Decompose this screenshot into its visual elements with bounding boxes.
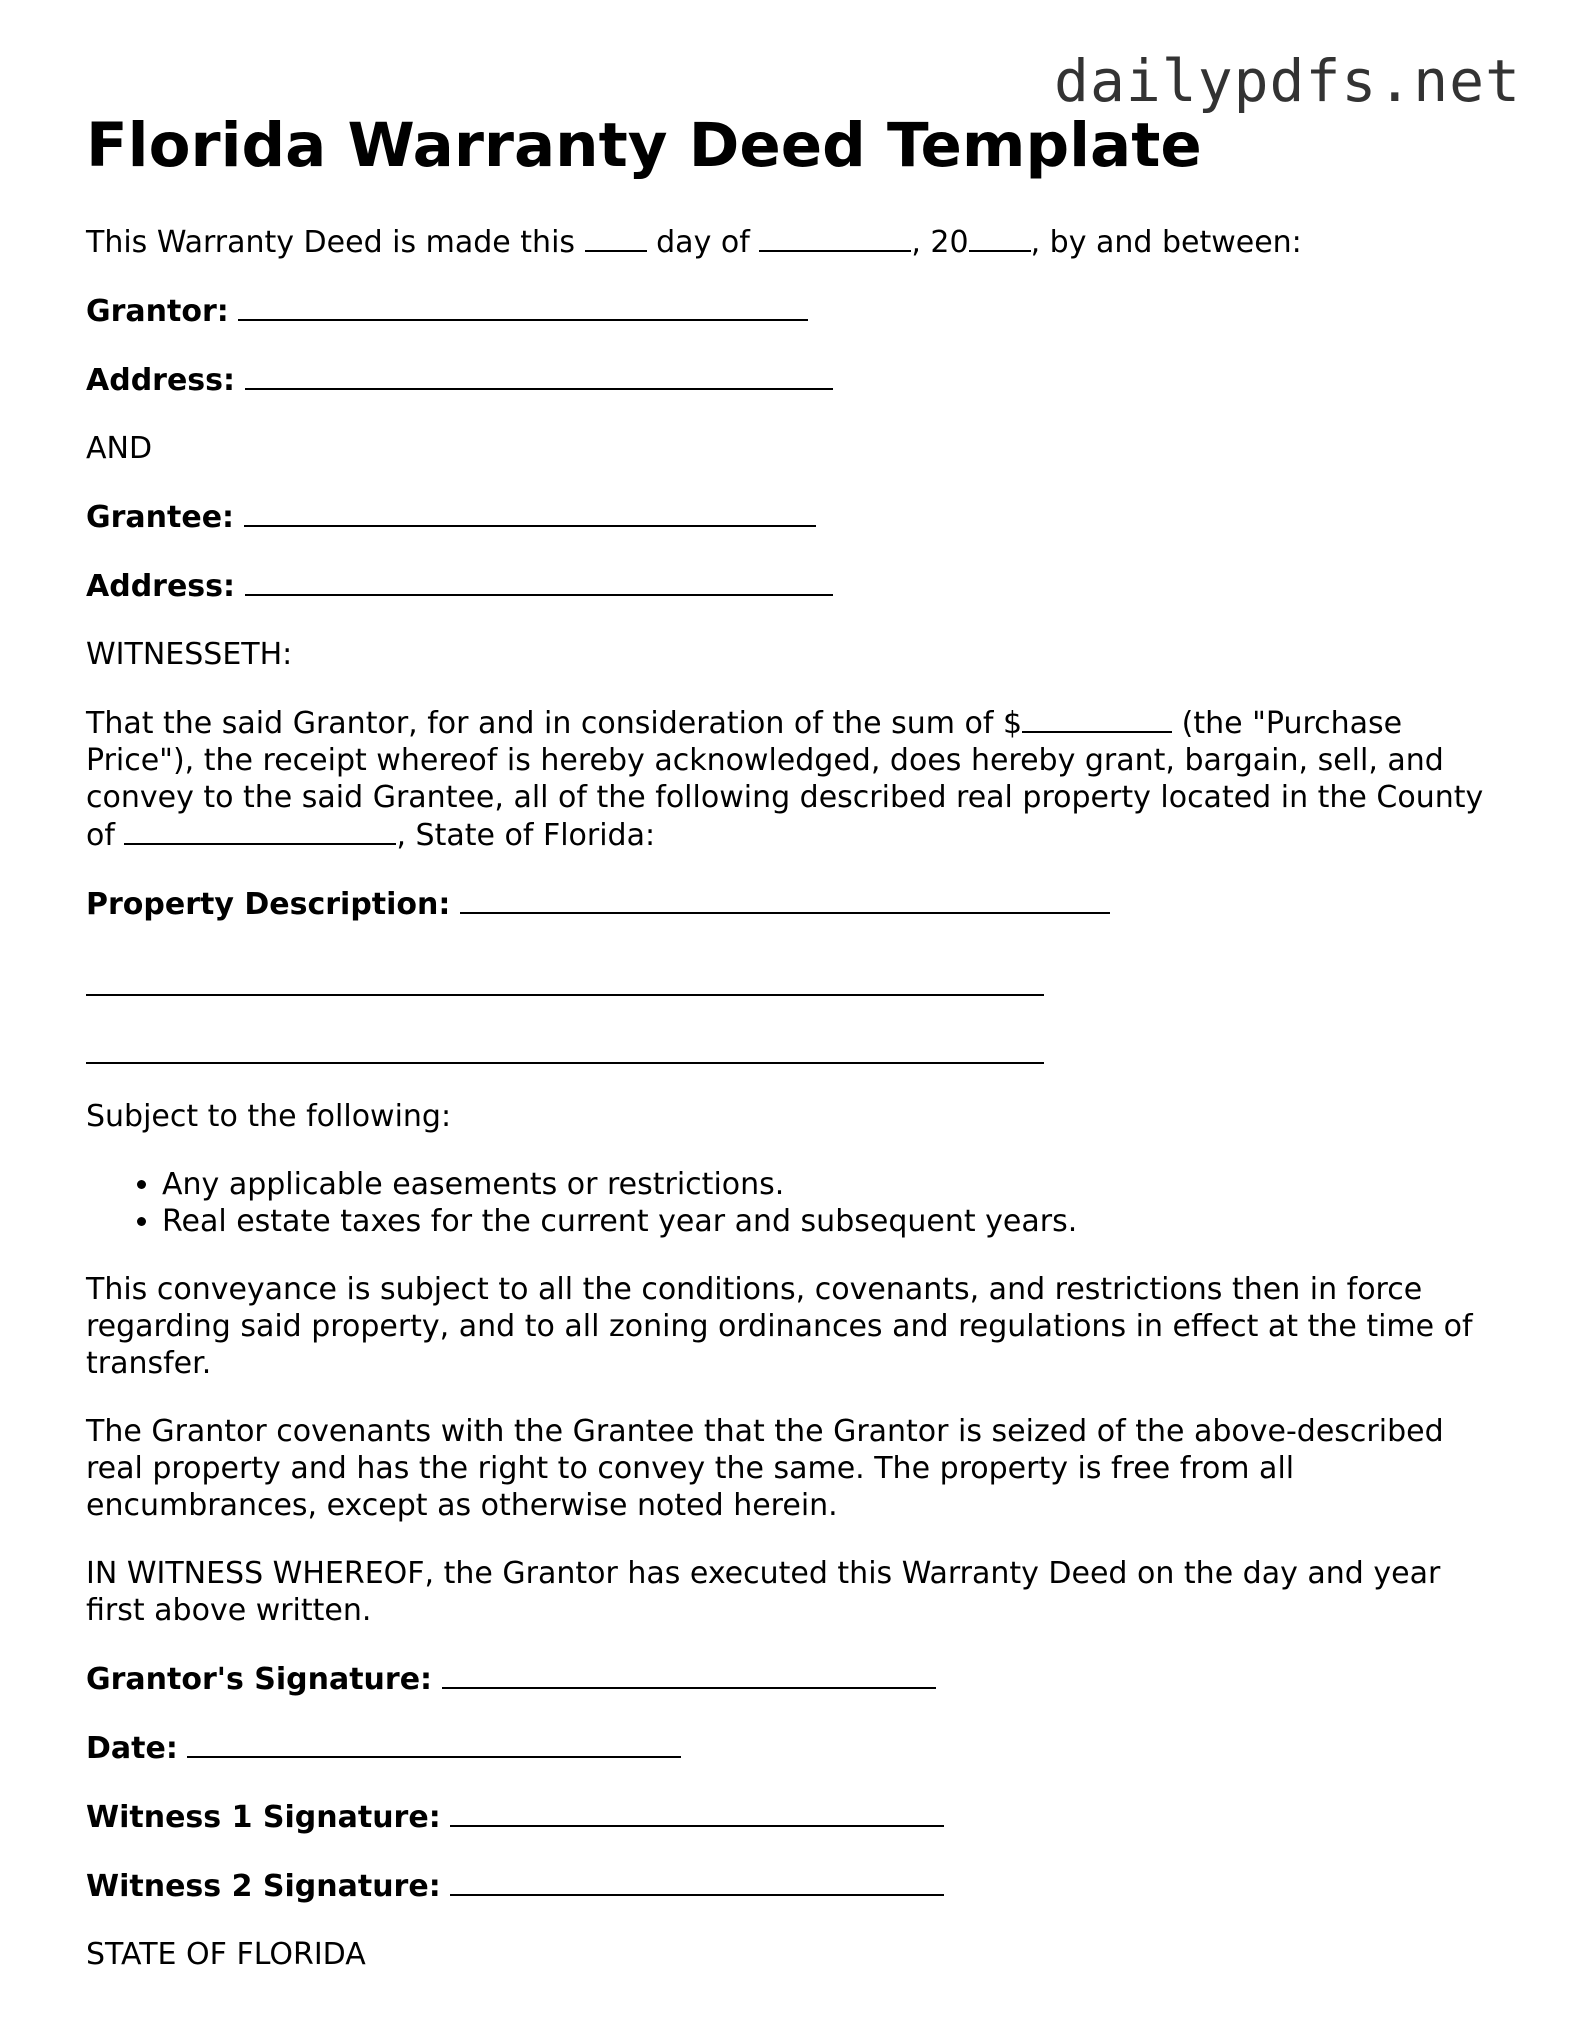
witnesseth-heading: WITNESSETH:	[86, 637, 293, 673]
witness2-signature-line	[86, 1867, 1506, 1905]
grantor-blank[interactable]	[238, 292, 808, 321]
grantee-address-label: Address:	[86, 569, 236, 605]
witness2-signature-label: Witness 2 Signature:	[86, 1869, 441, 1905]
grantee-line	[86, 498, 1506, 536]
date-blank[interactable]	[187, 1729, 681, 1758]
intro-text-2: day of	[656, 225, 750, 261]
property-description-line-3[interactable]	[86, 1062, 1044, 1064]
grantor-address-blank[interactable]	[245, 361, 833, 390]
property-description-blank[interactable]	[460, 885, 1110, 914]
and-text: AND	[86, 431, 153, 467]
grantor-signature-blank[interactable]	[442, 1660, 936, 1689]
month-blank[interactable]	[759, 223, 911, 252]
grantee-address-line	[86, 567, 1506, 605]
grantor-address-line	[86, 361, 1506, 399]
list-item: • Any applicable easements or restrictions.	[162, 1166, 1506, 1203]
witness2-signature-blank[interactable]	[450, 1867, 944, 1896]
covenant-paragraph: The Grantor covenants with the Grantee that the Grantor is seized of the above-described real property and has the right to convey the same. The property is free from all encumbrances, except as otherwise noted herein.	[86, 1414, 1444, 1524]
subject-to-heading: Subject to the following:	[86, 1099, 452, 1135]
date-label: Date:	[86, 1731, 178, 1767]
witness1-signature-label: Witness 1 Signature:	[86, 1800, 441, 1836]
grantor-address-label: Address:	[86, 363, 236, 399]
grantor-line	[86, 292, 1506, 330]
county-blank[interactable]	[124, 816, 396, 845]
subject-list	[86, 1166, 1506, 1240]
date-line	[86, 1729, 1506, 1767]
grantee-address-blank[interactable]	[245, 567, 833, 596]
grantee-blank[interactable]	[244, 498, 816, 527]
grantee-label: Grantee:	[86, 500, 235, 536]
grantor-signature-line	[86, 1660, 1506, 1698]
document-title: Florida Warranty Deed Template	[86, 110, 1202, 181]
list-item: • Real estate taxes for the current year and subsequent years.	[162, 1203, 1506, 1240]
consideration-text-3: , State of Florida:	[396, 818, 656, 854]
intro-line	[86, 223, 1506, 261]
intro-text-3: , 20	[911, 225, 969, 261]
state-heading: STATE OF FLORIDA	[86, 1937, 366, 1973]
watermark: dailypdfs.net	[1054, 47, 1521, 115]
property-description-label: Property Description:	[86, 887, 451, 923]
intro-text-1: This Warranty Deed is made this	[86, 225, 576, 261]
grantor-label: Grantor:	[86, 294, 229, 330]
consideration-paragraph	[86, 704, 1506, 854]
consideration-text-1: That the said Grantor, for and in consideration of the sum of $	[86, 706, 1023, 742]
year-blank[interactable]	[969, 223, 1031, 252]
day-blank[interactable]	[585, 223, 647, 252]
witness1-signature-blank[interactable]	[450, 1798, 944, 1827]
grantor-signature-label: Grantor's Signature:	[86, 1662, 433, 1698]
document-page	[86, 112, 1506, 1973]
intro-text-4: , by and between:	[1030, 225, 1302, 261]
consideration-text-2: (the "Purchase Price"), the receipt whereof is hereby acknowledged, does hereby grant, bargain, sell, and convey to the said Grantee, all of the following described real property located in the County of	[86, 706, 1484, 854]
purchase-price-blank[interactable]	[1022, 704, 1172, 733]
conveyance-paragraph: This conveyance is subject to all the conditions, covenants, and restrictions then in force regarding said property, and to all zoning ordinances and regulations in effect at the time of transfer.	[86, 1272, 1473, 1382]
witness-whereof-paragraph: IN WITNESS WHEREOF, the Grantor has executed this Warranty Deed on the day and year first above written.	[86, 1556, 1441, 1629]
witness1-signature-line	[86, 1798, 1506, 1836]
property-description-line	[86, 885, 1506, 923]
